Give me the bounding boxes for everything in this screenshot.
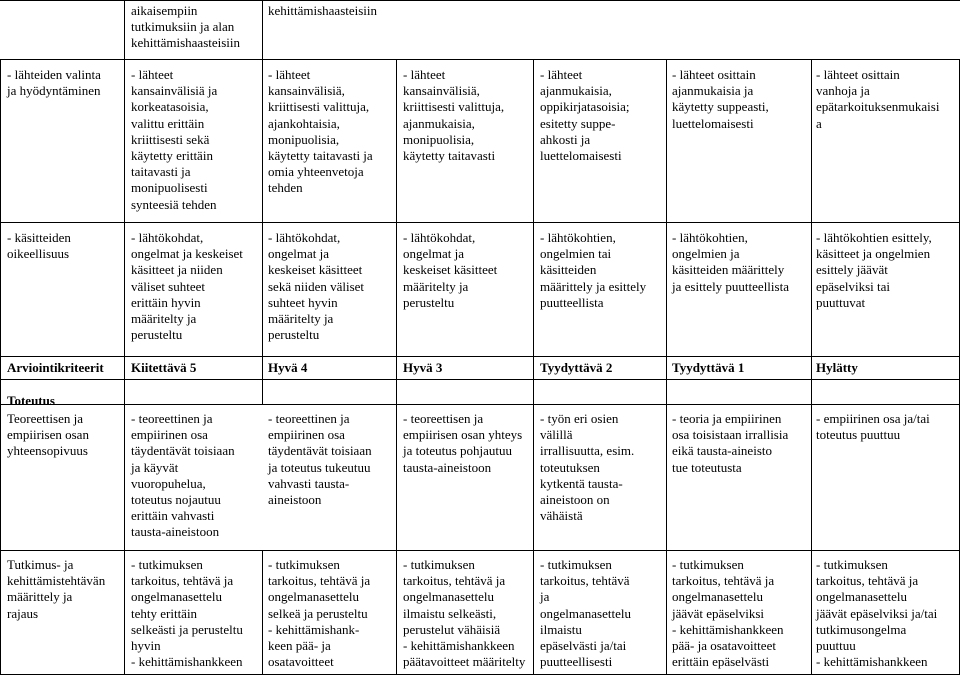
cell-task-5: - tutkimuksen tarkoitus, tehtävä ja ongelmanasettelu tehty erittäin selkeästi ja perusteltu hyvin - kehittämishankkeen [131, 557, 243, 670]
cell-concepts-2: - lähtökohtien, ongelmien tai käsitteiden määrittely ja esittely puutteellista [540, 230, 647, 310]
rule [262, 550, 263, 675]
rule [396, 59, 397, 675]
cell-sources-0: - lähteet osittain vanhoja ja epätarkoituksenmukaisi a [816, 67, 940, 131]
cell-impl-0: - empiirinen osa ja/tai toteutus puuttuu [816, 411, 930, 443]
header-grade-5: Kiitettävä 5 [131, 360, 197, 375]
header-grade-4: Hyvä 4 [268, 360, 308, 375]
cell-task-2: - tutkimuksen tarkoitus, tehtävä ja ongelmanasettelu ilmaistu epäselvästi ja/tai puutteellisesti [540, 557, 631, 670]
cell-concepts-0: - lähtökohtien esittely, käsitteet ja ongelmien esittely jäävät epäselviksi tai puuttuvat [816, 230, 932, 310]
cell-concepts-1: - lähtökohtien, ongelmien ja käsitteiden määrittely ja esittely puutteellista [672, 230, 789, 294]
cell-impl-4: - teoreettinen ja empiirinen osa täydentävät toisiaan ja toteutus tukeutuu vahvasti tausta- aineistoon [268, 411, 372, 508]
cell-task-0: - tutkimuksen tarkoitus, tehtävä ja ongelmanasettelu jäävät epäselviksi ja/tai tutkimusongelma puuttuu - kehittämishankkeen [816, 557, 938, 670]
rule [811, 59, 812, 675]
rule [0, 404, 960, 405]
rule [124, 0, 125, 675]
row-label-implementation: Teoreettisen ja empiirisen osan yhteensopivuus [7, 411, 89, 459]
rule [262, 0, 263, 404]
cell-impl-1: - teoria ja empiirinen osa toisistaan irrallisia eikä tausta-aineisto tue toteutusta [672, 411, 789, 475]
rule [0, 356, 960, 357]
rule [0, 59, 960, 60]
rule [0, 59, 1, 675]
row-label-concepts: - käsitteiden oikeellisuus [7, 230, 71, 262]
cell-concepts-5: - lähtökohdat, ongelmat ja keskeiset käsitteet ja niiden väliset suhteet erittäin hyvin määritelty ja perusteltu [131, 230, 243, 343]
rule [0, 222, 960, 223]
cell-sources-2: - lähteet ajanmukaisia, oppikirjatasoisia; esitetty suppe- ahkosti ja luettelomaisesti [540, 67, 630, 164]
header-criteria: Arviointikriteerit [7, 360, 104, 375]
cell-sources-3: - lähteet kansainvälisiä, kriittisesti valittuja, ajanmukaisia, monipuolisia, käytetty taitavasti [403, 67, 505, 164]
header-grade-0: Hylätty [816, 360, 858, 375]
cell-impl-3: - teoreettisen ja empiirisen osan yhteys ja toteutus pohjautuu tausta-aineistoon [403, 411, 523, 475]
header-grade-2: Tyydyttävä 2 [540, 360, 613, 375]
cell-task-1: - tutkimuksen tarkoitus, tehtävä ja ongelmanasettelu jäävät epäselviksi - kehittämishankkeen pää- ja osatavoitteet erittäin epäselvästi [672, 557, 784, 670]
cell-concepts-3: - lähtökohdat, ongelmat ja keskeiset käsitteet määritelty ja perusteltu [403, 230, 498, 310]
header-grade-3: Hyvä 3 [403, 360, 443, 375]
cell-task-3: - tutkimuksen tarkoitus, tehtävä ja ongelmanasettelu ilmaistu selkeästi, perustelut vähäisiä - kehittämishankkeen päätavoitteet määritelty [403, 557, 526, 670]
cell-top-c2: kehittämishaasteisiin [268, 3, 378, 18]
cell-sources-1: - lähteet osittain ajanmukaisia ja käytetty suppeasti, luettelomaisesti [672, 67, 769, 131]
cell-impl-2: - työn eri osien välillä irrallisuutta, esim. toteutuksen kytkentä tausta- aineistoon on vähäistä [540, 411, 635, 524]
header-grade-1: Tyydyttävä 1 [672, 360, 745, 375]
cell-sources-4: - lähteet kansainvälisiä, kriittisesti valittuja, ajankohtaisia, monipuolisia, käytetty taitavasti ja omia yhteenvetoja tehden [268, 67, 373, 196]
cell-sources-5: - lähteet kansainvälisiä ja korkeatasoisia, valittu erittäin kriittisesti sekä käytetty erittäin taitavasti ja monipuolisesti synteesiä tehden [131, 67, 218, 212]
rule [0, 0, 960, 1]
cell-concepts-4: - lähtökohdat, ongelmat ja keskeiset käsitteet sekä niiden väliset suhteet hyvin määritelty ja perusteltu [268, 230, 365, 343]
rule [0, 379, 960, 380]
rule [666, 59, 667, 675]
cell-task-4: - tutkimuksen tarkoitus, tehtävä ja ongelmanasettelu selkeä ja perusteltu - kehittämishank- keen pää- ja osatavoitteet [268, 557, 371, 670]
row-label-task: Tutkimus- ja kehittämistehtävän määrittely ja rajaus [7, 557, 106, 621]
rule [533, 59, 534, 675]
cell-impl-5: - teoreettinen ja empiirinen osa täydentävät toisiaan ja käyvät vuoropuhelua, toteutus nojautuu erittäin vahvasti tausta-aineistoon [131, 411, 235, 540]
section-title: Toteutus [7, 393, 55, 408]
row-label-sources: - lähteiden valinta ja hyödyntäminen [7, 67, 101, 99]
rule [0, 550, 960, 551]
cell-top-c1: aikaisempiin tutkimuksiin ja alan kehittämishaasteisiin [131, 3, 241, 51]
